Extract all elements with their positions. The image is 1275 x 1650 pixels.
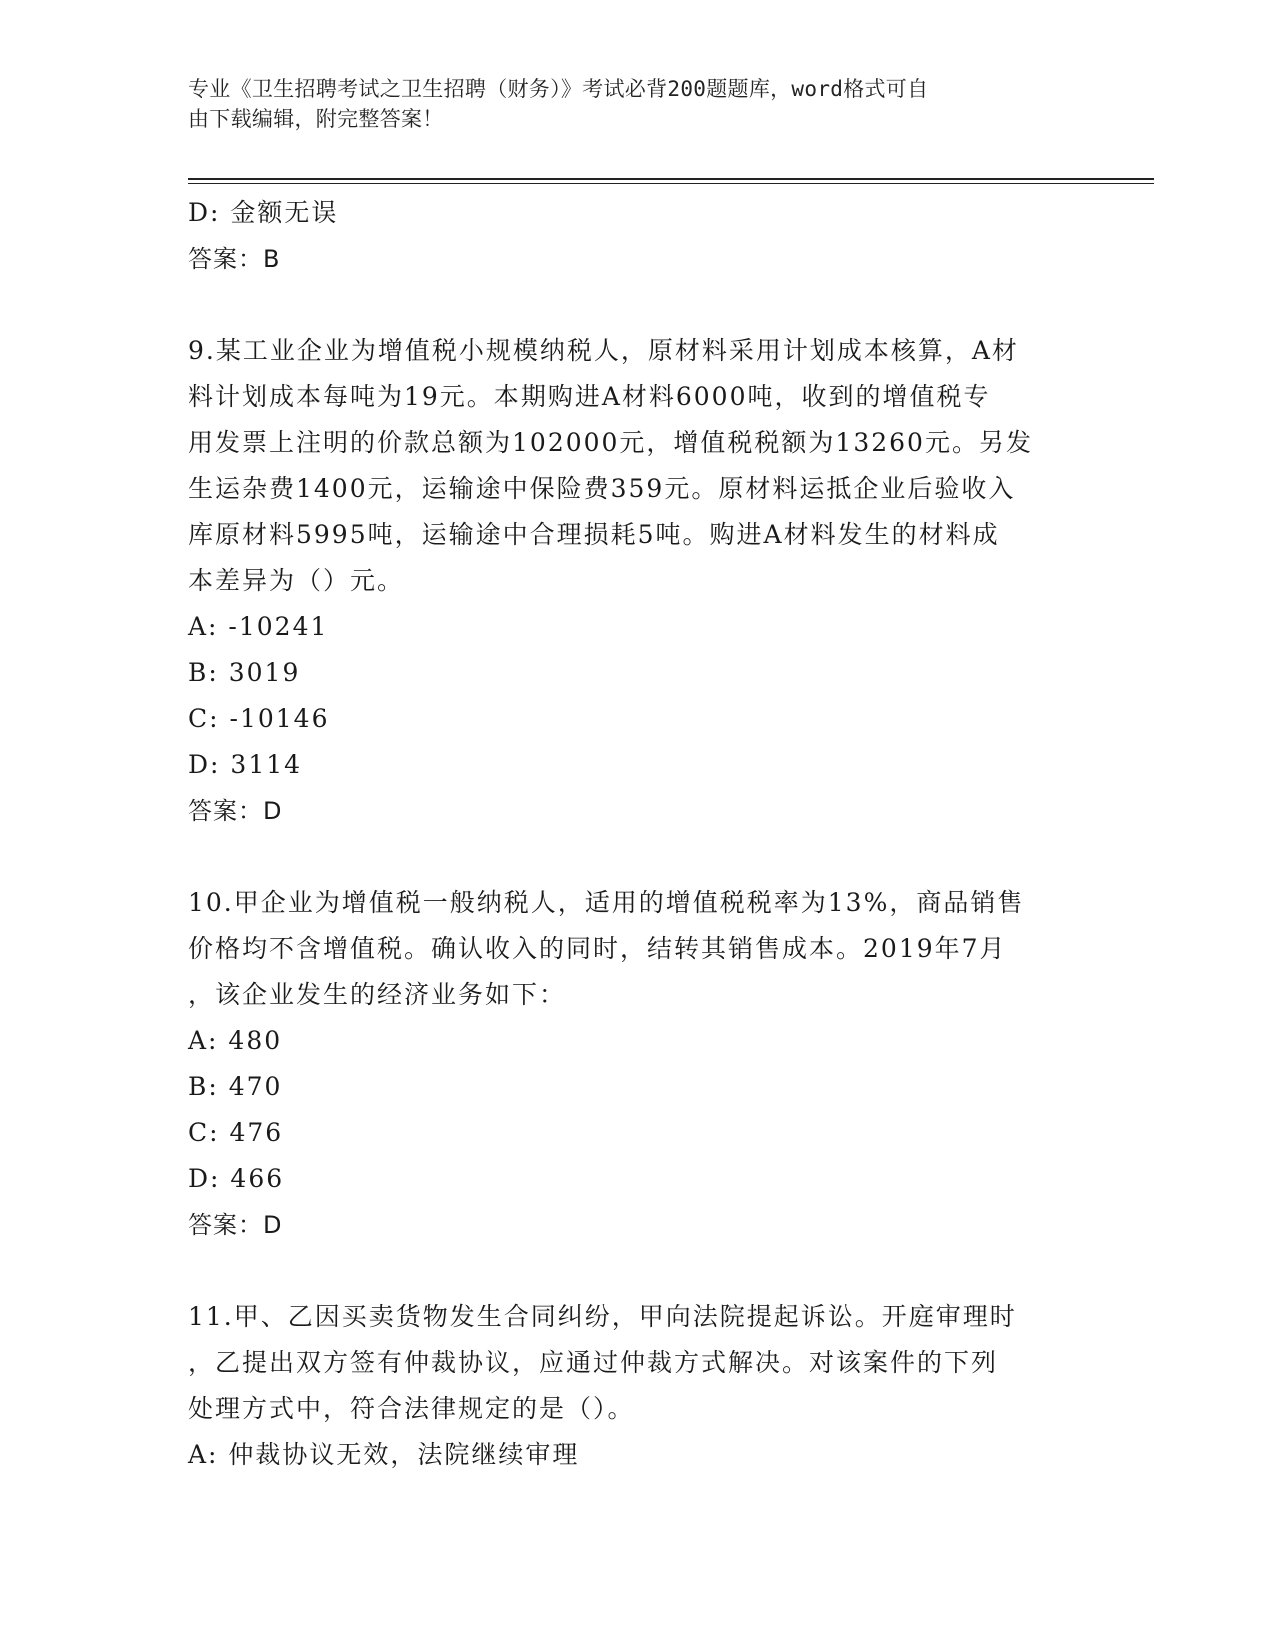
question-text-line: 价格均不含增值税。确认收入的同时，结转其销售成本。2019年7月	[188, 934, 1007, 963]
answer-line: 答案：D	[188, 797, 283, 825]
header-divider-thin	[188, 183, 1154, 184]
question-text-line: 料计划成本每吨为19元。本期购进A材料6000吨，收到的增值税专	[188, 382, 991, 411]
header-line: 由下载编辑，附完整答案！	[188, 107, 444, 131]
question-9	[188, 328, 1088, 834]
option-a: A: -10241	[188, 612, 329, 641]
question-text-line: 生运杂费1400元，运输途中保险费359元。原材料运抵企业后验收入	[188, 474, 1016, 503]
document-header	[188, 74, 1088, 134]
question-11	[188, 1294, 1088, 1478]
option-a: A: 480	[188, 1026, 283, 1055]
question-text-line: 处理方式中，符合法律规定的是（）。	[188, 1394, 635, 1423]
header-line: 专业《卫生招聘考试之卫生招聘（财务）》考试必背200题题库，word格式可自	[188, 77, 929, 101]
question-text-line: 本差异为（）元。	[188, 566, 405, 595]
question-text-line: ，乙提出双方签有仲裁协议，应通过仲裁方式解决。对该案件的下列	[188, 1348, 999, 1377]
option-c: C: -10146	[188, 704, 330, 733]
question-text-line: 用发票上注明的价款总额为102000元，增值税税额为13260元。另发	[188, 428, 1033, 457]
option-d: D: 466	[188, 1164, 285, 1193]
answer-line: 答案：D	[188, 1211, 283, 1239]
question-text-line: 库原材料5995吨，运输途中合理损耗5吨。购进A材料发生的材料成	[188, 520, 1000, 549]
option-b: B: 3019	[188, 658, 301, 687]
question-text-line: 11.甲、乙因买卖货物发生合同纠纷，甲向法院提起诉讼。开庭审理时	[188, 1302, 1017, 1331]
header-divider	[188, 178, 1154, 180]
option-d: D: 3114	[188, 750, 303, 779]
question-list	[188, 190, 1088, 1478]
question-text-line: ，该企业发生的经济业务如下：	[188, 980, 567, 1009]
option-a: A: 仲裁协议无效，法院继续审理	[188, 1440, 580, 1469]
question-10	[188, 880, 1088, 1248]
question-text-line: 10.甲企业为增值税一般纳税人，适用的增值税税率为13%，商品销售	[188, 888, 1025, 917]
question-text-line: 9.某工业企业为增值税小规模纳税人，原材料采用计划成本核算，A材	[188, 336, 1019, 365]
option-c: C: 476	[188, 1118, 284, 1147]
answer-line: 答案：B	[188, 245, 281, 273]
option-b: B: 470	[188, 1072, 283, 1101]
option-d: D: 金额无误	[188, 198, 339, 227]
